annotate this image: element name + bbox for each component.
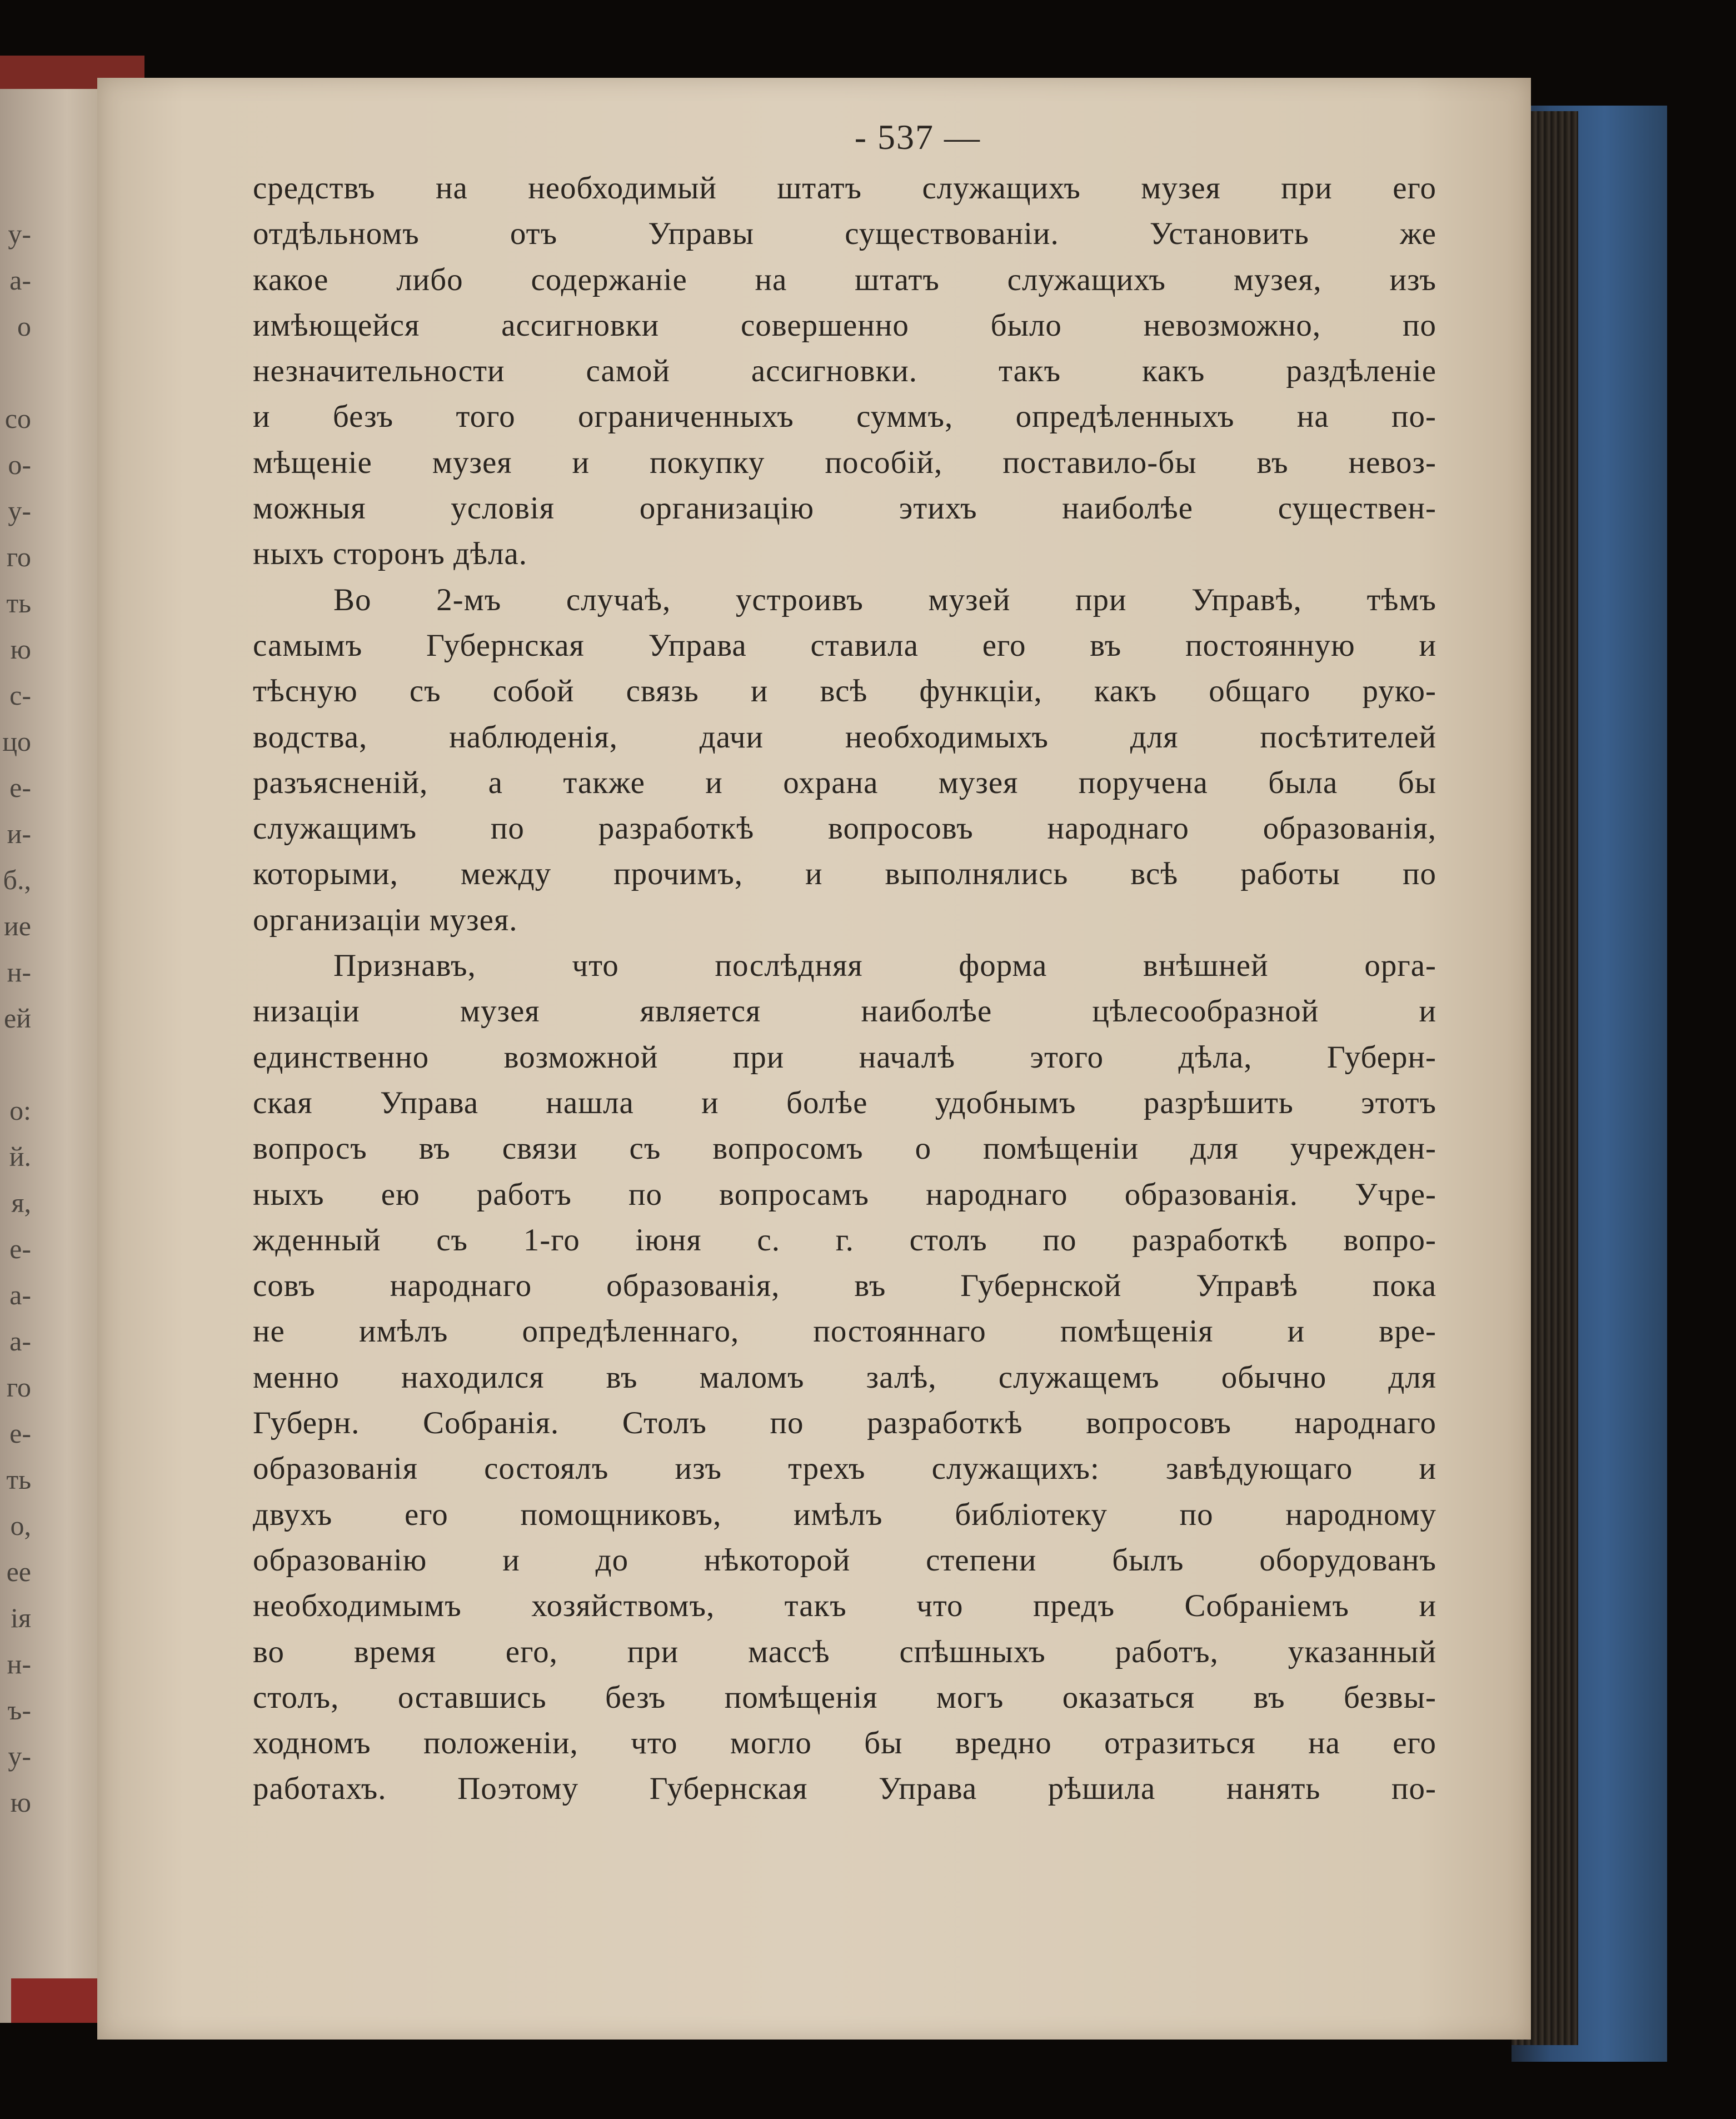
text-line: какое либо содержаніе на штатъ служащихъ музея, изъ bbox=[253, 262, 1436, 297]
previous-page-fragment: ть bbox=[6, 587, 31, 619]
previous-page-fragment: е- bbox=[9, 1418, 31, 1449]
text-line: разъясненій, а также и охрана музея поручена была бы bbox=[253, 765, 1436, 800]
text-line: мѣщеніе музея и покупку пособій, поставило-бы въ невоз- bbox=[253, 445, 1436, 480]
text-line: Во 2-мъ случаѣ, устроивъ музей при Управѣ, тѣмъ bbox=[333, 582, 1436, 617]
previous-page-fragment: ее bbox=[6, 1556, 31, 1587]
text-line: во время его, при массѣ спѣшныхъ работъ, указанный bbox=[253, 1634, 1436, 1669]
previous-page-fragment: а- bbox=[9, 1325, 31, 1357]
text-line: менно находился въ маломъ залѣ, служащемъ обычно для bbox=[253, 1359, 1436, 1395]
previous-page-fragment: со bbox=[4, 403, 31, 434]
previous-page-fragment: го bbox=[6, 1372, 31, 1403]
previous-page-fragment: о- bbox=[8, 449, 31, 480]
text-line: совъ народнаго образованія, въ Губернской Управѣ пока bbox=[253, 1268, 1436, 1304]
previous-page-fragment: е- bbox=[9, 772, 31, 803]
previous-page-fragment: б., bbox=[3, 864, 31, 895]
text-line: тѣсную съ собой связь и всѣ функціи, какъ общаго руко- bbox=[253, 674, 1436, 709]
text-line: ходномъ положеніи, что могло бы вредно отразиться на его bbox=[253, 1726, 1436, 1761]
previous-page-fragment: ъ- bbox=[7, 1694, 31, 1726]
previous-page-fragment: а- bbox=[9, 1279, 31, 1310]
previous-page-fragment: ть bbox=[6, 1464, 31, 1495]
text-line: которыми, между прочимъ, и выполнялись всѣ работы по bbox=[253, 856, 1436, 892]
previous-page-fragment: и- bbox=[7, 818, 31, 849]
book-page bbox=[97, 78, 1531, 2040]
text-line: Губерн. Собранія. Столъ по разработкѣ вопросовъ народнаго bbox=[253, 1405, 1436, 1441]
text-line: работахъ. Поэтому Губернская Управа рѣшила нанять по- bbox=[253, 1771, 1436, 1807]
text-line: вопросъ въ связи съ вопросомъ о помѣщеніи для учрежден- bbox=[253, 1131, 1436, 1166]
previous-page-fragment: цо bbox=[2, 726, 31, 757]
previous-page-fragment: о: bbox=[9, 1095, 31, 1126]
previous-page-fragment: ие bbox=[4, 910, 31, 941]
previous-page-fragment: о bbox=[17, 311, 31, 342]
text-line: самымъ Губернская Управа ставила его въ постоянную и bbox=[253, 627, 1436, 663]
text-line: двухъ его помощниковъ, имѣлъ библіотеку по народному bbox=[253, 1497, 1436, 1532]
text-line: необходимымъ хозяйствомъ, такъ что предъ Собраніемъ и bbox=[253, 1588, 1436, 1624]
text-line: низаціи музея является наиболѣе цѣлесообразной и bbox=[253, 994, 1436, 1029]
previous-page-fragment: у- bbox=[8, 1741, 31, 1772]
text-line: образованія состоялъ изъ трехъ служащихъ: завѣдующаго и bbox=[253, 1451, 1436, 1487]
previous-page-fragment: с- bbox=[9, 680, 31, 711]
text-line: организаціи музея. bbox=[253, 902, 518, 938]
previous-page-fragment: е- bbox=[9, 1233, 31, 1264]
text-line: жденный съ 1-го іюня с. г. столъ по разработкѣ вопро- bbox=[253, 1222, 1436, 1258]
previous-page-fragment: н- bbox=[7, 1648, 31, 1679]
text-line: имѣющейся ассигновки совершенно было невозможно, по bbox=[253, 307, 1436, 343]
text-line: и безъ того ограниченныхъ суммъ, опредѣленныхъ на по- bbox=[253, 399, 1436, 435]
text-line: можныя условія организацію этихъ наиболѣе существен- bbox=[253, 491, 1436, 526]
previous-page-fragment: у- bbox=[8, 218, 31, 250]
text-line: ская Управа нашла и болѣе удобнымъ разрѣшить этотъ bbox=[253, 1085, 1436, 1120]
previous-page-text-fragments bbox=[0, 211, 33, 1826]
page-body-text bbox=[253, 166, 1436, 1812]
previous-page-fragment: ія bbox=[11, 1602, 31, 1633]
book-edge-bottom bbox=[11, 1978, 111, 2023]
previous-page-fragment bbox=[0, 1041, 33, 1088]
previous-page-fragment bbox=[0, 350, 33, 396]
text-line: ныхъ сторонъ дѣла. bbox=[253, 536, 527, 572]
text-line: не имѣлъ опредѣленнаго, постояннаго помѣщенія и вре- bbox=[253, 1314, 1436, 1349]
text-line: служащимъ по разработкѣ вопросовъ народнаго образованія, bbox=[253, 811, 1436, 846]
previous-page-fragment: а- bbox=[9, 265, 31, 296]
previous-page-fragment: о, bbox=[10, 1510, 31, 1541]
text-line: отдѣльномъ отъ Управы существованіи. Установить же bbox=[253, 216, 1436, 252]
text-line: столъ, оставшись безъ помѣщенія могъ оказаться въ безвы- bbox=[253, 1679, 1436, 1715]
previous-page-fragment: ей bbox=[4, 1003, 31, 1034]
page-number: - 537 — bbox=[854, 117, 981, 157]
text-line: ныхъ ею работъ по вопросамъ народнаго образованія. Учре- bbox=[253, 1176, 1436, 1212]
text-line: Признавъ, что послѣдняя форма внѣшней орга- bbox=[333, 948, 1436, 984]
previous-page-fragment: н- bbox=[7, 956, 31, 988]
previous-page-fragment: ю bbox=[10, 634, 31, 665]
text-line: незначительности самой ассигновки. такъ какъ раздѣленіе bbox=[253, 353, 1436, 389]
previous-page-fragment: у- bbox=[8, 495, 31, 526]
previous-page-fragment: го bbox=[6, 541, 31, 572]
text-line: единственно возможной при началѣ этого дѣла, Губерн- bbox=[253, 1039, 1436, 1075]
previous-page-fragment: ю bbox=[10, 1787, 31, 1818]
previous-page-fragment: я, bbox=[11, 1187, 31, 1218]
previous-page-fragment: й. bbox=[9, 1141, 31, 1172]
text-line: образованію и до нѣкоторой степени былъ оборудованъ bbox=[253, 1542, 1436, 1578]
text-line: средствъ на необходимый штатъ служащихъ музея при его bbox=[253, 171, 1436, 206]
text-line: водства, наблюденія, дачи необходимыхъ для посѣтителей bbox=[253, 719, 1436, 755]
